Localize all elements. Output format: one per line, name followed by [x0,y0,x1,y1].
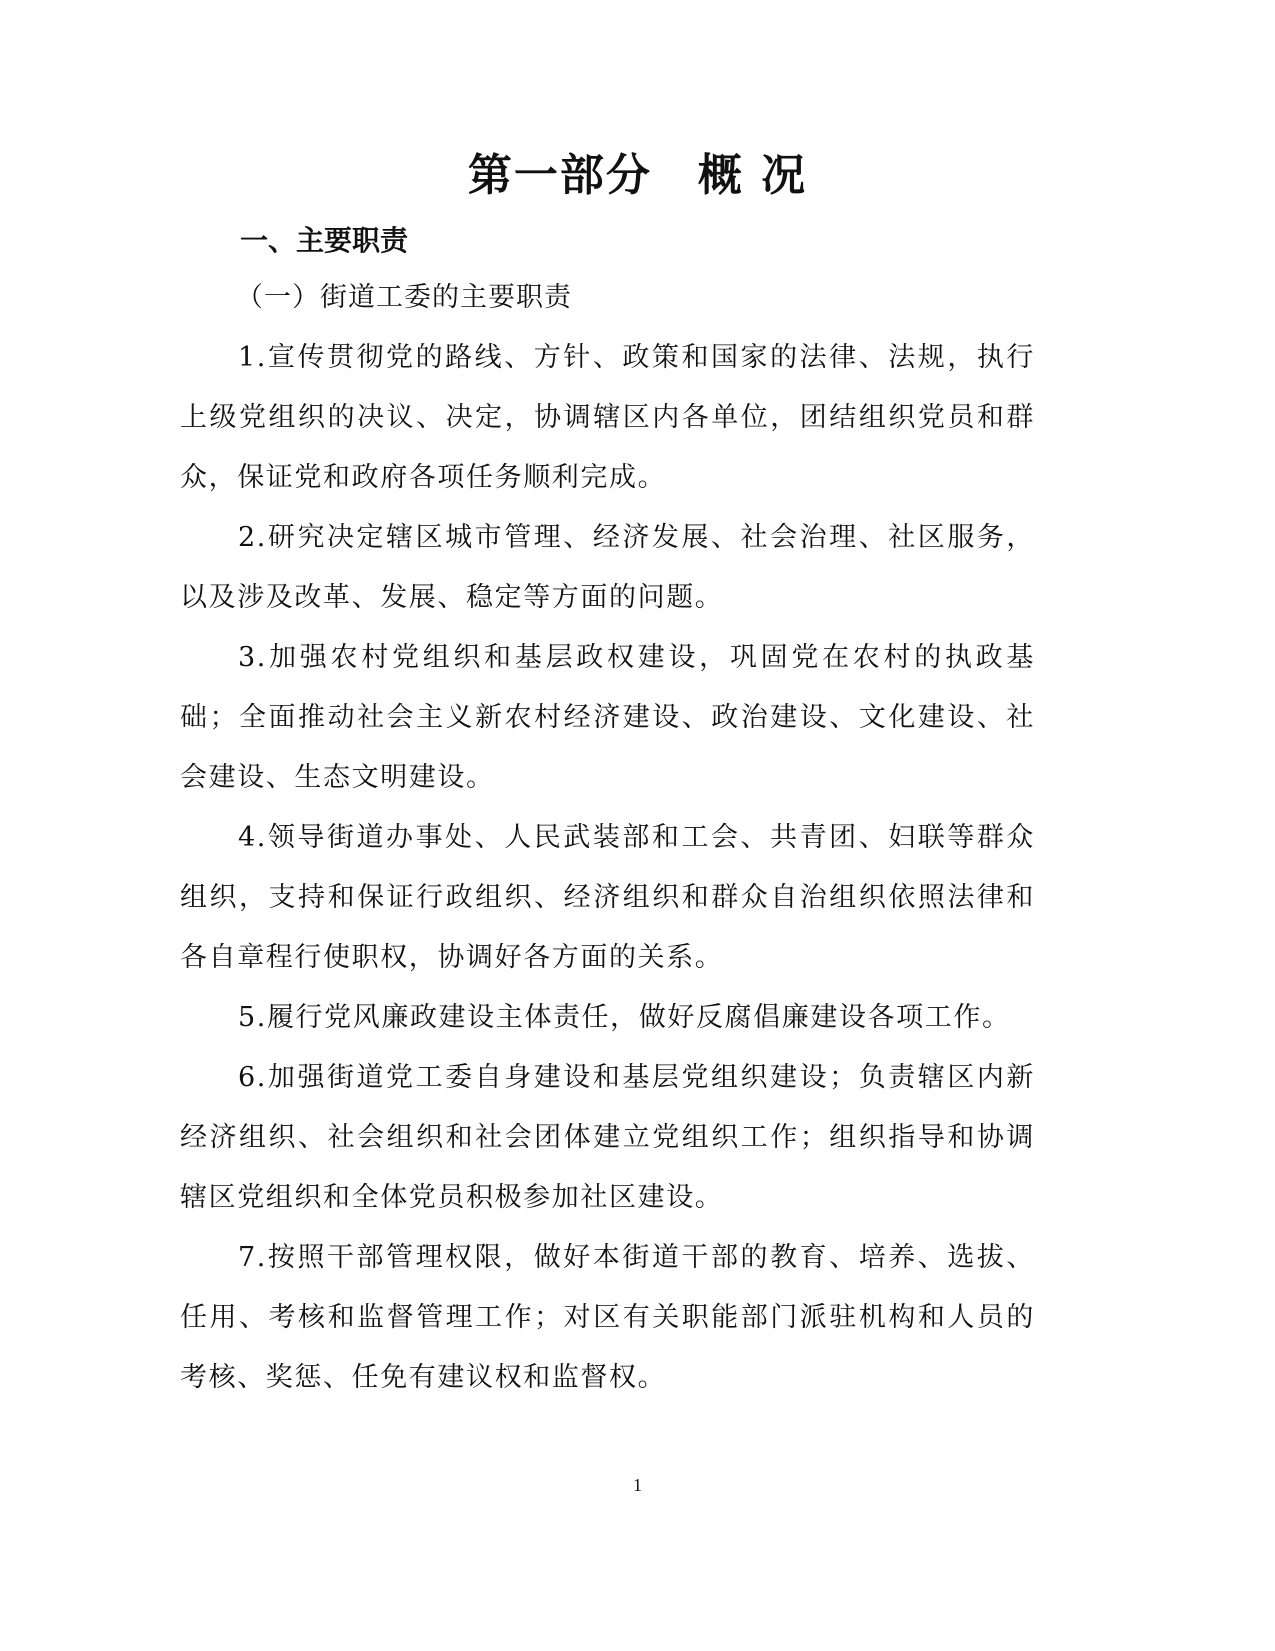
paragraph-6: 6.加强街道党工委自身建设和基层党组织建设；负责辖区内新经济组织、社会组织和社会团体建立党组织工作；组织指导和协调辖区党组织和全体党员积极参加社区建设。 [180,1062,1035,1213]
paragraph-7: 7.按照干部管理权限，做好本街道干部的教育、培养、选拔、任用、考核和监督管理工作；对区有关职能部门派驻机构和人员的考核、奖惩、任免有建议权和监督权。 [180,1242,1035,1393]
subsection-heading: （一）街道工委的主要职责 [236,282,572,313]
paragraph-1: 1.宣传贯彻党的路线、方针、政策和国家的法律、法规，执行上级党组织的决议、决定，协调辖区内各单位，团结组织党员和群众，保证党和政府各项任务顺利完成。 [180,342,1035,493]
body-text [180,328,1035,1408]
paragraph-5: 5.履行党风廉政建设主体责任，做好反腐倡廉建设各项工作。 [238,1002,1011,1033]
section-heading: 一、主要职责 [240,224,409,257]
page-number: 1 [633,1475,642,1495]
paragraph-3: 3.加强农村党组织和基层政权建设，巩固党在农村的执政基础；全面推动社会主义新农村经济建设、政治建设、文化建设、社会建设、生态文明建设。 [180,642,1035,793]
paragraph-4: 4.领导街道办事处、人民武装部和工会、共青团、妇联等群众组织，支持和保证行政组织、经济组织和群众自治组织依照法律和各自章程行使职权，协调好各方面的关系。 [180,822,1035,973]
paragraph-2: 2.研究决定辖区城市管理、经济发展、社会治理、社区服务，以及涉及改革、发展、稳定等方面的问题。 [180,522,1035,613]
page-title: 第一部分 概 况 [467,150,808,201]
